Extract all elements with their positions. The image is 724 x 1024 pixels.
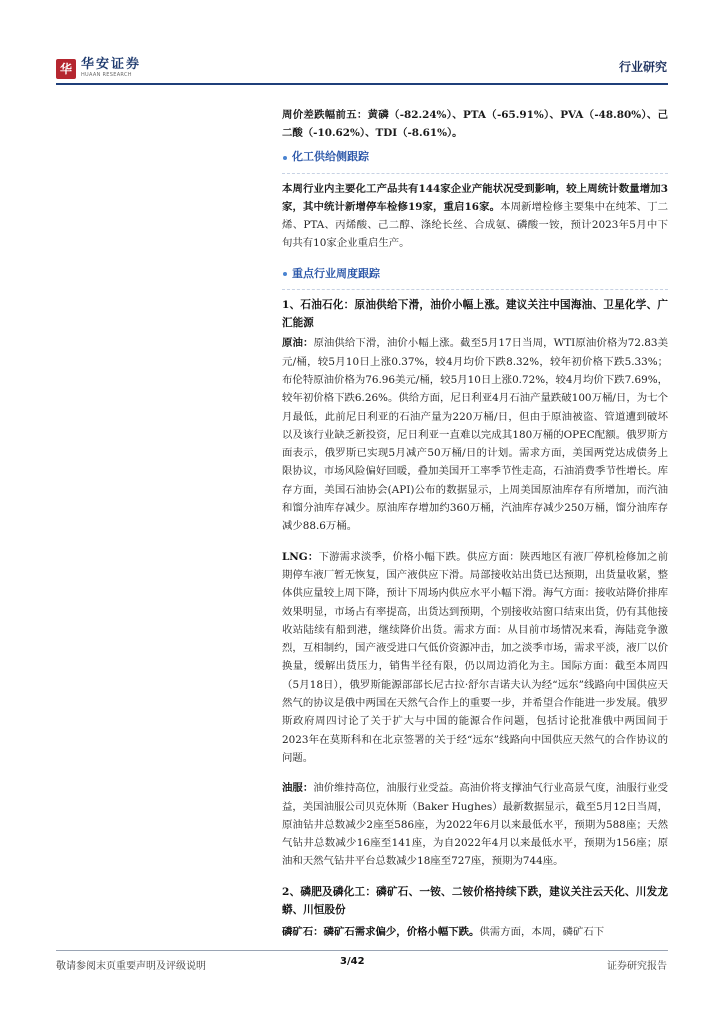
phosphate-rock-text: 供需方面，本周，磷矿石下 <box>479 926 605 939</box>
lng-lead: LNG： <box>282 550 319 563</box>
phosphate-rock-lead: 磷矿石：磷矿石需求偏少，价格小幅下跌。 <box>282 926 480 939</box>
header-divider <box>56 83 668 85</box>
lng-paragraph <box>282 548 668 768</box>
oil-service-text: 油价维持高位，油服行业受益。高油价将支撑油气行业高景气度，油服行业受益，美国油服公司贝克休斯（Baker Hughes）最新数据显示，截至5月12日当周，原油钻井总数减少2座至586座，为2022年6月以来最低水平，预期为588座；天然气钻井总数减少16座至141座，为自2022年4月以来最低水平，预期为156座；原油和天然气钻井平台总数减少18座至727座，预期为744座。 <box>282 782 669 868</box>
section-title-supply: 化工供给侧跟踪 <box>292 150 369 164</box>
logo-english: HUAAN RESEARCH <box>81 72 132 78</box>
subheading-petrochem: 1、石油石化：原油供给下滑，油价小幅上涨。建议关注中国海油、卫星化学、广汇能源 <box>282 298 668 330</box>
price-spread-paragraph: 周价差跌幅前五：黄磷（-82.24%）、PTA（-65.91%）、PVA（-48.80%）、己二酸（-10.62%）、TDI（-8.61%）。 <box>282 109 668 140</box>
oil-service-lead: 油服： <box>282 782 314 795</box>
logo-name: 华安证券 <box>81 57 142 72</box>
supply-paragraph-rest: 本周新增检修主要集中在纯苯、丁二烯、PTA、丙烯酸、己二醇、涤纶长丝、合成氨、磷酸一铵，预计2023年5月中下旬共有10家企业重启生产。 <box>282 200 669 250</box>
section-title-weekly: 重点行业周度跟踪 <box>292 266 380 280</box>
crude-oil-text: 原油供给下滑，油价小幅上涨。截至5月17日当周，WTI原油价格为72.83美元/桶，较5月10日上涨0.37%，较4月均价下跌8.32%，较年初价格下跌5.33%；布伦特原油价格为76.96美元/桶，较5月10日上涨0.72%，较4月均价下跌7.69%，较年初价格下跌6.26%。供给方面，尼日利亚4月石油产量跌破100万桶/日，为七个月最低，此前尼日利亚的石油产量为220万桶/日，但由于原油被盗、管道遭到破坏以及该行业缺乏新投资，尼日利亚一直难以完成其180万桶的OPEC配额。俄罗斯方面表示，俄罗斯已实现5月减产50万桶/日的计划。需求方面，美国两党达成债务上限协议，市场风险偏好回暖，叠加美国开工率季节性走高，石油消费季节性增长。库存方面，美国石油协会(API)公布的数据显示，上周美国原油库存有所增加，而汽油和馏分油库存减少。原油库存增加约360万桶，汽油库存减少250万桶，馏分油库存减少88.6万桶。 <box>282 337 669 533</box>
footer-report-type: 证券研究报告 <box>607 961 667 972</box>
crude-oil-lead: 原油： <box>282 337 314 350</box>
lng-text: 下游需求淡季，价格小幅下跌。供应方面：陕西地区有液厂停机检修加之前期停车液厂暂无恢复，国产液供应下滑。局部接收站出货已达预期，出货量收紧，整体供应量较上周下降，预计下周场内供应水平小幅下滑。海气方面：接收站降价排库效果明显，市场占有率提高，出货达到预期，个别接收站窗口结束出货，仍有其他接收站陆续有船到港，继续降价出货。需求方面：从目前市场情况来看，海陆竞争激烈，互相制约，国产液受进口气低价资源冲击，加之淡季市场，需求平淡，液厂以价换量，缓解出货压力，销售半径有限，仍以周边消化为主。国际方面：截至本周四（5月18日），俄罗斯能源部部长尼古拉·舒尔吉诺夫认为经“远东”线路向中国供应天然气的协议是俄中两国在天然气合作上的重要一步，并希望合作能进一步发展。俄罗斯政府周四讨论了关于扩大与中国的能源合作问题，包括讨论批准俄中两国间于2023年在莫斯科和在北京签署的关于经“远东”线路向中国供应天然气的合作协议的问题。 <box>282 550 668 764</box>
crude-oil-paragraph <box>282 334 668 535</box>
section-heading-weekly <box>282 265 668 283</box>
oil-service-paragraph <box>282 779 668 870</box>
subheading-phosphate: 2、磷肥及磷化工：磷矿石、一铵、二铵价格持续下跌，建议关注云天化、川发龙蟒、川恒股份 <box>282 885 668 916</box>
bullet-icon <box>283 272 287 276</box>
supply-paragraph <box>282 180 668 253</box>
company-logo <box>56 58 141 79</box>
page-header <box>0 0 724 92</box>
section-heading-supply <box>282 149 668 167</box>
header-section-title: 行业研究 <box>618 60 667 74</box>
report-body <box>282 106 668 942</box>
logo-seal-icon: 华 <box>56 59 76 79</box>
phosphate-rock-paragraph <box>282 923 668 941</box>
footer-divider <box>56 950 668 951</box>
footer-disclaimer: 敬请参阅末页重要声明及评级说明 <box>56 961 206 972</box>
supply-paragraph-lead: 本周行业内主要化工产品共有144家企业产能状况受到影响，较上周统计数量增加3家，其中统计新增停车检修19家，重启16家。 <box>282 182 668 213</box>
page-footer <box>0 950 724 1024</box>
bullet-icon <box>283 156 287 160</box>
page-number: 3/42 <box>340 956 365 967</box>
